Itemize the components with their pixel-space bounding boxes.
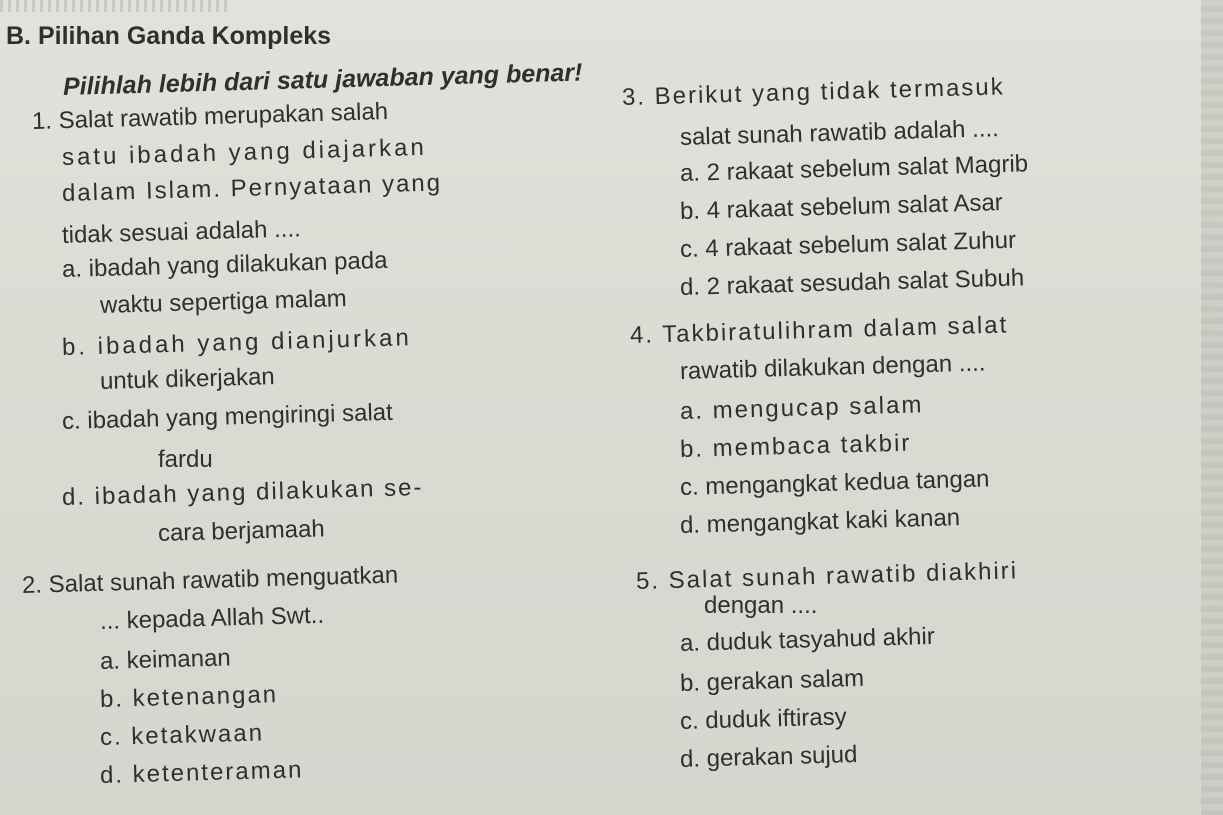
section-title: B. Pilihan Ganda Kompleks [6,22,332,50]
q4-line-1: 4. Takbiratulihram dalam salat [629,311,1009,349]
q4-option-a: a. mengucap salam [679,391,924,425]
q1-line-4: tidak sesuai adalah .... [61,215,302,249]
q1-option-b-line-1: b. ibadah yang dianjurkan [61,324,413,361]
q2-option-a: a. keimanan [99,644,232,675]
q3-line-1: 3. Berikut yang tidak termasuk [621,73,1006,111]
q1-option-a-line-1: a. ibadah yang dilakukan pada [61,246,388,283]
q4-line-2: rawatib dilakukan dengan .... [679,349,986,385]
q2-option-d: d. ketenteraman [99,756,304,789]
q3-option-b: b. 4 rakaat sebelum salat Asar [679,188,1004,225]
q4-option-c: c. mengangkat kedua tangan [679,465,990,501]
q1-line-3: dalam Islam. Pernyataan yang [61,169,443,207]
q1-line-1: 1. Salat rawatib merupakan salah [31,98,389,135]
q5-line-2: dengan .... [704,592,818,619]
q1-option-c-line-1: c. ibadah yang mengiringi salat [61,398,394,435]
q3-option-c: c. 4 rakaat sebelum salat Zuhur [679,226,1017,263]
q3-option-a: a. 2 rakaat sebelum salat Magrib [679,150,1029,187]
q3-line-2: salat sunah rawatib adalah .... [679,115,1000,151]
page-right-edge [1201,0,1223,815]
q5-option-b: b. gerakan salam [679,664,865,697]
q1-option-d-line-1: d. ibadah yang dilakukan se- [61,473,424,511]
q4-option-d: d. mengangkat kaki kanan [679,504,961,539]
q2-line-2: ... kepada Allah Swt.. [99,601,325,635]
q1-option-c-line-2: fardu [158,446,213,473]
q4-option-b: b. membaca takbir [679,429,912,463]
q5-option-a: a. duduk tasyahud akhir [679,622,936,657]
q1-option-a-line-2: waktu sepertiga malam [99,285,348,319]
q2-option-b: b. ketenangan [99,681,279,713]
q1-option-d-line-2: cara berjamaah [157,515,326,547]
q1-option-b-line-2: untuk dikerjakan [99,363,276,395]
q5-option-c: c. duduk iftirasy [679,703,848,735]
q1-line-2: satu ibadah yang diajarkan [61,133,428,171]
q3-option-d: d. 2 rakaat sesudah salat Subuh [679,264,1025,301]
q2-option-c: c. ketakwaan [99,719,265,751]
instruction: Pilihlah lebih dari satu jawaban yang benar! [62,58,583,101]
q5-option-d: d. gerakan sujud [679,741,858,773]
q2-line-1: 2. Salat sunah rawatib menguatkan [21,561,399,599]
q5-line-1: 5. Salat sunah rawatib diakhiri [635,557,1019,595]
page-top-edge [0,0,230,12]
